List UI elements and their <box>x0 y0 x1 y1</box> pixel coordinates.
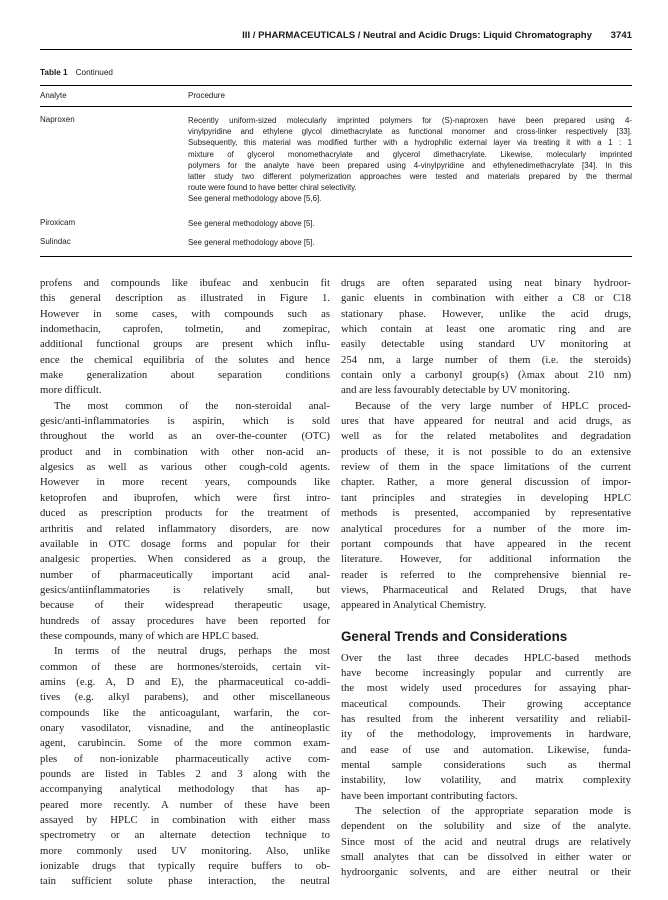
text-line: tain sufficient solute phase interaction, the neutral <box>40 875 330 888</box>
text-line: make generalization about separation conditions <box>40 369 330 382</box>
text-line: amins (e.g. A, D and E), the pharmaceutical co-addi- <box>40 675 330 688</box>
text-line: arthritis and related inflammatory disorders, are now <box>40 522 330 535</box>
procedure-line: polymers for the analyte have been prepared using 4-vinylpyridine and ethylenedimethacrylate [34]. In this <box>188 160 632 170</box>
text-line: However in some cases, with compounds such as <box>40 307 330 320</box>
text-line: The selection of the appropriate separation mode is <box>355 805 631 817</box>
section-gap <box>341 614 631 627</box>
text-line: However in more recent years, compounds like <box>40 476 330 489</box>
text-line: additional functional groups are present which influ- <box>40 338 330 351</box>
text-line: product and in combination with other non-acid an- <box>40 445 330 458</box>
text-line: indomethacin, caprofen, tolmetin, and zomepirac, <box>40 323 330 336</box>
text-line: number of pharmaceutically important acid anal- <box>40 568 330 581</box>
text-line: views, Pharmaceutical and Related Drugs, that have <box>341 583 631 596</box>
procedure-note: See general methodology above [5]. <box>188 238 315 247</box>
text-line: dependent on the solubility and size of the analyte. <box>341 820 631 833</box>
text-line: which contain at least one aromatic ring and are <box>341 323 631 336</box>
text-line: tant principles and strategies in developing HPLC <box>341 491 631 504</box>
text-line: compounds like the anticoagulant, warfarin, the cor- <box>40 706 330 719</box>
procedure-line: Subsequently, this material was modified further with a hydrophilic external layer via treating it with a 1 : 1 <box>188 138 632 148</box>
text-line: spectrometry or an alternate detection technique to <box>40 829 330 842</box>
table-row-analyte: Naproxen <box>40 115 75 124</box>
text-line: Since most of the acid and neutral drugs are relatively <box>341 835 631 848</box>
text-line: algesics as well as various other cough-cold agents. <box>40 461 330 474</box>
section-heading: General Trends and Considerations <box>341 628 568 644</box>
text-line: analytical procedures for a number of the more im- <box>341 522 631 535</box>
text-line: gesic/anti-inflammatories is aspirin, which is sold <box>40 415 330 428</box>
text-line: Over the last three decades HPLC-based methods <box>341 651 631 664</box>
text-line: literature. However, for additional information the <box>341 553 631 566</box>
text-line: stationary phase. However, unlike the acid drugs, <box>341 307 631 320</box>
text-line: more commonly used UV monitoring. Also, unlike <box>40 844 330 857</box>
text-line: these compounds, many of which are HPLC based. <box>40 629 259 642</box>
text-line: contain only a carbonyl group(s) (λmax about 210 nm) <box>341 369 631 382</box>
page-number: 3741 <box>610 30 632 41</box>
procedure-line: latter study two different polymerization approaches were tested and materials prepared by the thermal <box>188 171 632 181</box>
table-row-procedure <box>188 218 632 229</box>
text-line: mental sample considerations such as thermal <box>341 758 631 771</box>
text-line: instability, low volatility, and matrix complexity <box>341 774 631 787</box>
text-line: gesics/antiinflammatories is relatively small, but <box>40 583 330 596</box>
text-line: assayed by HPLC in combination with either mass <box>40 814 330 827</box>
text-line: accompanying analytical methodology that has ap- <box>40 783 330 796</box>
text-line: 254 nm, a large number of them (i.e. the steroids) <box>341 353 631 366</box>
header-rule <box>40 49 632 50</box>
running-title: III / PHARMACEUTICALS / Neutral and Acidic Drugs: Liquid Chromatography <box>242 30 592 41</box>
text-line: pounds are listed in Tables 2 and 3 along with the <box>40 768 330 780</box>
text-line: tives (e.g. alkyl parabens), and other miscellaneous <box>40 691 330 704</box>
text-line: ures that have appeared for neutral and acid drugs, as <box>341 415 631 428</box>
text-line: ity of the methodology, improvements in hardware, <box>341 728 631 741</box>
text-line: review of them in the space limitations of the current <box>341 461 631 474</box>
procedure-line: Recently uniform-sized molecularly imprinted polymers for (S)-naproxen have been prepared using 4- <box>188 116 632 125</box>
paragraph <box>341 276 631 399</box>
procedure-note: See general methodology above [5]. <box>188 219 315 228</box>
procedure-note: See general methodology above [5,6]. <box>188 194 322 204</box>
text-line: methods is presented, accompanied by representative <box>341 507 631 520</box>
text-line: appeared in Analytical Chemistry. <box>341 599 487 612</box>
text-line: have been important contributing factors. <box>341 789 518 802</box>
table-row-procedure <box>188 115 632 205</box>
table-bottom-rule <box>40 256 632 257</box>
text-line: drugs are often separated using neat binary hydroor- <box>341 277 631 289</box>
text-line: throughout the world as an over-the-counter (OTC) <box>40 430 330 443</box>
text-line: well as for the related metabolites and degradation <box>341 430 631 443</box>
table-caption <box>40 68 113 77</box>
text-line: peared more recently. A number of these have been <box>40 798 330 811</box>
text-line: hydroorganic solvents, and are either neutral or their <box>341 866 631 879</box>
text-line: and ease of use and automation. Likewise, funda- <box>341 743 631 756</box>
paragraph <box>40 644 330 890</box>
text-line: easily detectable using standard UV monitoring at <box>341 338 631 351</box>
table-row-analyte: Piroxicam <box>40 218 76 227</box>
text-line: profens and compounds like ibufeac and xenbucin fit <box>40 277 330 289</box>
text-line: available in OTC dosage forms and popular for their <box>40 537 330 550</box>
text-line: small analytes that can be dissolved in either water or <box>341 851 631 864</box>
text-line: ganic eluents in combination with either a C8 or C18 <box>341 292 631 305</box>
table-header-analyte: Analyte <box>40 91 67 100</box>
running-header <box>40 30 632 46</box>
text-line: products of these, it is not possible to do an extensive <box>341 445 631 458</box>
text-line: the most widely used procedures for assaying phar- <box>341 682 631 695</box>
text-line: hundreds of assay procedures have been reported for <box>40 614 330 627</box>
text-line: ples of non-ionizable pharmaceutically active com- <box>40 752 330 765</box>
text-line: The most common of the non-steroidal anal- <box>54 399 330 412</box>
text-line: In terms of the neutral drugs, perhaps the most <box>54 645 330 658</box>
text-line: have become increasingly popular and currently are <box>341 666 631 679</box>
procedure-line: vinylpyridine and ethylene glycol dimethacrylate as functional monomer and cross-linker respectively [33]. <box>188 127 632 137</box>
text-line: this general description as illustrated in Figure 1. <box>40 292 330 305</box>
text-line: ketoprofen and ibuprofen, which were first intro- <box>40 491 330 504</box>
text-line: ence the chemical equilibria of the solutes and hence <box>40 353 330 366</box>
text-line: onary vasodilator, visnadine, and the antineoplastic <box>40 721 330 734</box>
text-line: agent, carubincin. Some of the more common exam- <box>40 737 330 750</box>
text-line: maceutical compounds. Their growing acceptance <box>341 697 631 710</box>
text-line: analgesic properties. When considered as a group, the <box>40 553 330 566</box>
text-line: ionizable drugs that typically require buffers to ob- <box>40 860 330 873</box>
table-row-procedure <box>188 237 632 248</box>
paragraph <box>40 276 330 399</box>
paragraph <box>341 399 631 614</box>
text-line: Because of the very large number of HPLC proced- <box>355 399 631 412</box>
text-line: chapter. Rather, a more general discussion of impor- <box>341 476 631 489</box>
text-line: and are less favourably detectable by UV monitoring. <box>341 384 570 397</box>
paragraph <box>341 804 631 881</box>
table-header-rule <box>40 106 632 107</box>
text-line: common of these are hormones/steroids, certain vit- <box>40 660 330 673</box>
table-top-rule <box>40 85 632 86</box>
table-caption-text: Continued <box>75 68 113 77</box>
text-line: reader is referred to the comprehensive biennial re- <box>341 568 631 581</box>
right-column <box>341 276 631 881</box>
text-line: more difficult. <box>40 384 102 397</box>
procedure-line: route were found to have better chiral selectivity. <box>188 183 357 193</box>
table-label: Table 1 <box>40 68 68 77</box>
procedure-line: mixture of glycerol monomethacrylate and glycerol dimethacrylate. Likewise, molecularly imprinted <box>188 149 632 159</box>
table-header-procedure: Procedure <box>188 91 225 100</box>
left-column <box>40 276 330 890</box>
text-line: because of their widespread therapeutic usage, <box>40 599 330 612</box>
text-line: portant compounds that have appeared in the recent <box>341 537 631 550</box>
table-row-analyte: Sulindac <box>40 237 71 246</box>
text-line: has resulted from the inherent versatility and reliabil- <box>341 712 631 725</box>
paragraph <box>40 399 330 645</box>
text-line: duced as prescription products for the treatment of <box>40 507 330 520</box>
paragraph <box>341 651 631 804</box>
